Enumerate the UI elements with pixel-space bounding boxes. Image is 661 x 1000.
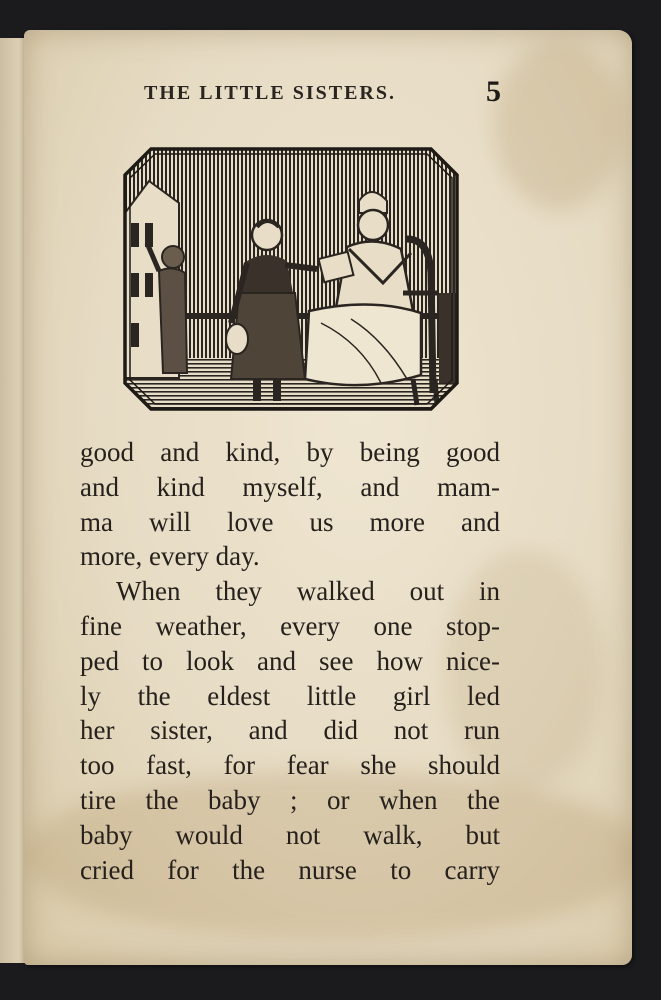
text-line: cried for the nurse to carry [80,854,500,885]
body-text [80,435,500,887]
text-line: fine weather, every one stop- [80,610,500,641]
text-line: more, every day. [80,541,260,572]
book-page [24,30,632,965]
text-line: ly the eldest little girl led [80,680,500,711]
running-head: THE LITTLE SISTERS. [144,82,396,104]
text-line: and kind myself, and mam- [80,471,500,502]
page-number: 5 [486,75,501,108]
text-line: ped to look and see how nice- [80,645,500,676]
paper-stain [494,40,624,210]
text-line: good and kind, by being good [80,437,500,467]
text-line: tire the baby ; or when the [80,784,500,815]
text-line: baby would not walk, but [80,819,500,850]
woodcut-illustration [121,143,461,415]
text-line: When they walked out in [116,576,500,607]
text-line: too fast, for fear she should [80,750,500,781]
text-line: ma will love us more and [80,506,500,537]
text-line: her sister, and did not run [80,715,500,746]
